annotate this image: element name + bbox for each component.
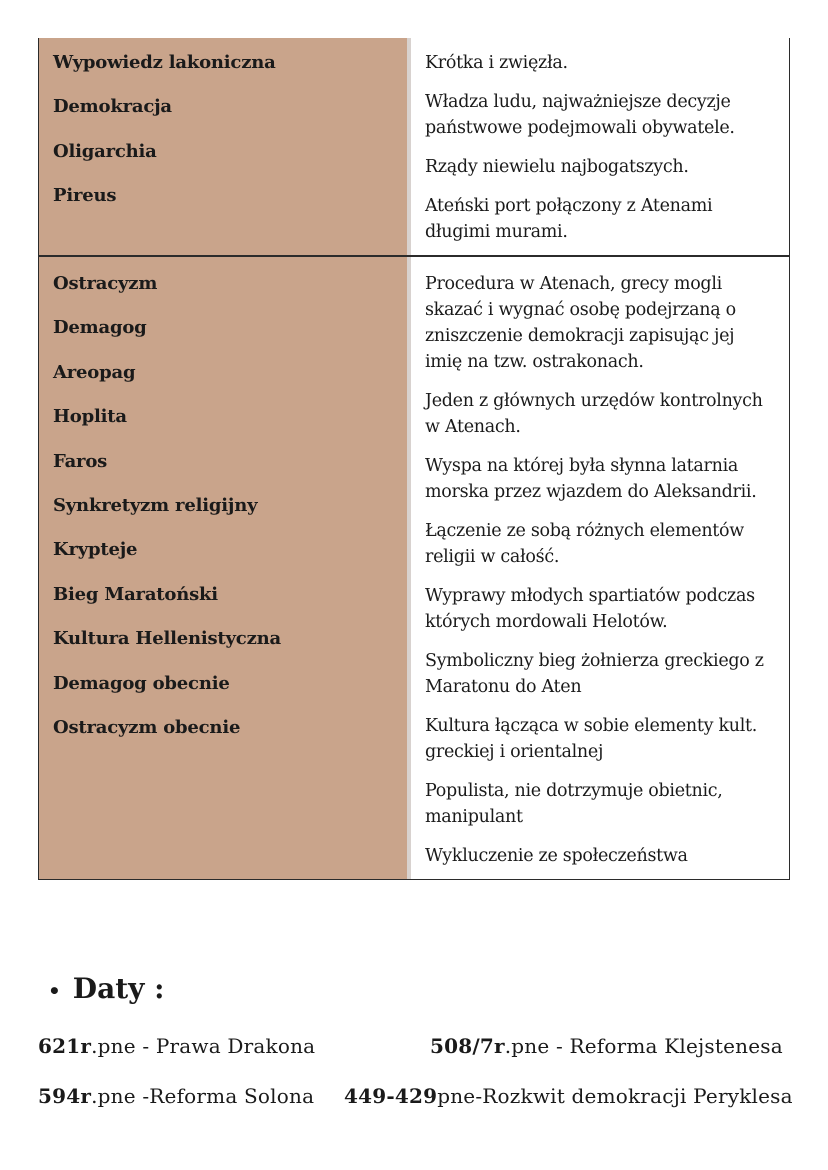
date-year: 621r <box>38 1034 92 1058</box>
definition: Władza ludu, najważniejsze decyzje państwowe podejmowali obywatele. <box>425 92 735 138</box>
definition: Wykluczenie ze społeczeństwa <box>425 846 688 866</box>
definition: Jeden z głównych urzędów kontrolnych w Atenach. <box>425 391 763 437</box>
date-event: .pne - Reforma Klejstenesa <box>504 1034 783 1058</box>
date-entry <box>430 1034 783 1058</box>
term: Pireus <box>53 185 117 207</box>
definitions-column <box>411 38 789 255</box>
definition: Kultura łącząca w sobie elementy kult. greckiej i orientalnej <box>425 716 758 762</box>
term: Areopag <box>53 361 136 383</box>
term: Synkretyzm religijny <box>53 494 258 516</box>
definition: Symboliczny bieg żołnierza greckiego z Maratonu do Aten <box>425 651 764 697</box>
definition: Procedura w Atenach, grecy mogli skazać i wygnać osobę podejrzaną o zniszczenie demokracji zapisując jej imię na tzw. ostrakonach. <box>425 274 736 372</box>
term: Ostracyzm <box>53 273 158 294</box>
bullet-icon: • <box>48 978 61 1003</box>
definitions-column <box>411 257 789 879</box>
glossary-table <box>38 38 790 880</box>
date-entry <box>38 1084 314 1108</box>
glossary-section-2 <box>38 256 790 880</box>
term: Faros <box>53 450 108 472</box>
definition: Wyspa na której była słynna latarnia morska przez wjazdem do Aleksandrii. <box>425 456 757 502</box>
date-year: 449-429 <box>344 1084 438 1108</box>
definition: Rządy niewielu najbogatszych. <box>425 157 689 177</box>
date-event: .pne -Reforma Solona <box>91 1084 315 1108</box>
term: Wypowiedz lakoniczna <box>53 52 276 73</box>
dates-heading-text: Daty : <box>72 972 165 1005</box>
terms-column <box>39 257 411 879</box>
term: Ostracyzm obecnie <box>53 716 241 738</box>
definition: Krótka i zwięzła. <box>425 53 568 73</box>
term: Demagog obecnie <box>53 672 230 694</box>
term: Demagog <box>53 317 147 339</box>
date-year: 508/7r <box>430 1034 505 1058</box>
date-entry <box>38 1034 315 1058</box>
date-event: pne-Rozkwit demokracji Peryklesa <box>437 1084 793 1108</box>
term: Oligarchia <box>53 140 157 162</box>
dates-heading <box>48 972 165 1005</box>
definition: Populista, nie dotrzymuje obietnic, manipulant <box>425 781 723 827</box>
definition: Ateński port połączony z Atenami długimi murami. <box>425 196 713 242</box>
term: Kultura Hellenistyczna <box>53 628 281 650</box>
date-year: 594r <box>38 1084 92 1108</box>
term: Krypteje <box>53 539 138 561</box>
definition: Łączenie ze sobą różnych elementów religii w całość. <box>425 521 744 567</box>
date-entry <box>344 1084 793 1108</box>
term: Hoplita <box>53 406 127 428</box>
date-event: .pne - Prawa Drakona <box>91 1034 316 1058</box>
definition: Wyprawy młodych spartiatów podczas których mordowali Helotów. <box>425 586 755 632</box>
term: Bieg Maratoński <box>53 583 218 605</box>
terms-column <box>39 38 411 255</box>
term: Demokracja <box>53 96 172 118</box>
glossary-section-1 <box>38 38 790 256</box>
